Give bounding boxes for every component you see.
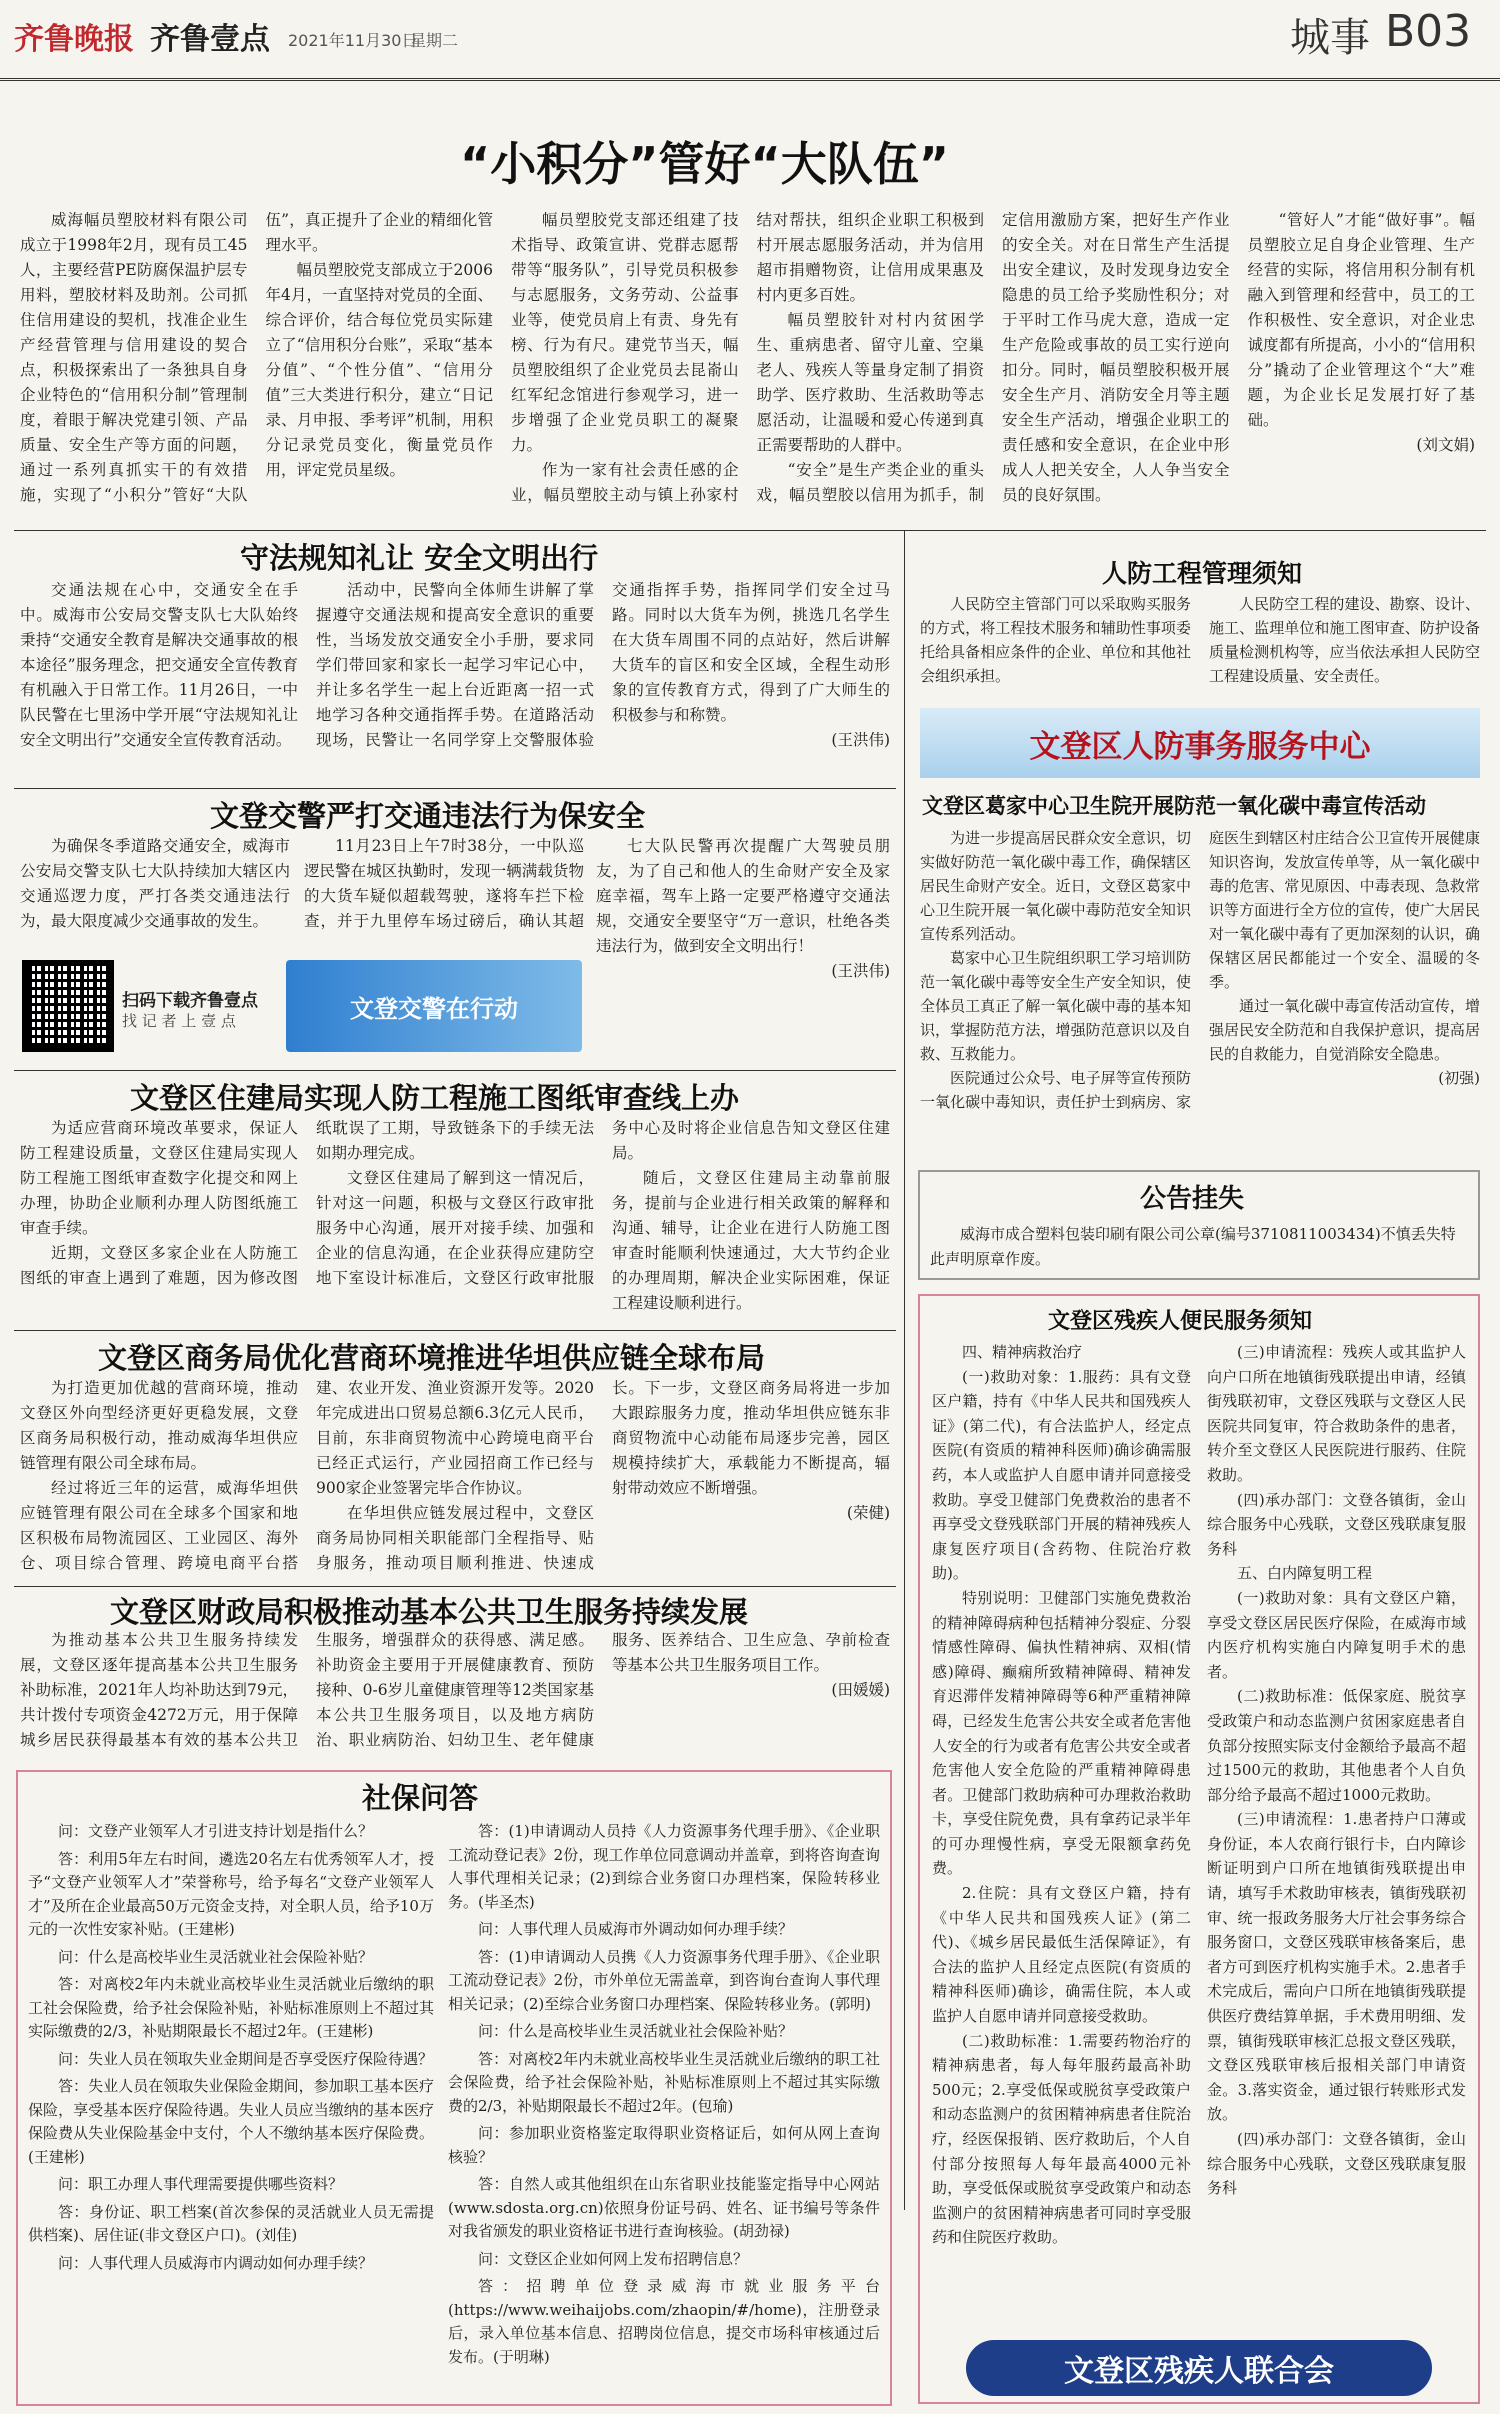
a8-p3: 医院通过公众号、电子屏等宣传预防一氧化碳中毒知识，责任护士到病房、家庭医生到辖区村庄结合公卫宣传开展健康知识咨询，发放宣传单等，从一氧化碳中毒的危害、常见原因、中毒表现、急救常识等方面进行全方位的宣传，使广大居民对一氧化碳中毒有了更加深刻的认识，确保辖区居民都能过一个安全、温暖的冬季。 <box>920 829 1480 1111</box>
disab-p: 五、白内障复明工程 <box>1237 1564 1373 1583</box>
article-1-title: “小积分”管好“大队伍” <box>460 137 949 191</box>
qa-title: 社保问答 <box>362 1781 479 1815</box>
disab-p: (四)承办部门：文登各镇街，金山综合服务中心残联，文登区残联康复服务科 <box>1207 2130 1466 2198</box>
qa-item: 问：参加职业资格鉴定取得职业资格证后，如何从网上查询核验？ <box>448 2124 880 2166</box>
issue-weekday: 星期二 <box>410 31 459 50</box>
a5-p2: 经过将近三年的运营，威海华坦供应链管理有限公司在全球多个国家和地区积极布局物流园区、工业园区、海外仓、项目综合管理、跨境电商平台搭建、农业开发、渔业资源开发等。2020年完成进出口贸易总额6.3亿元人民币，目前，东非商贸物流中心跨境电商平台已经正式运行，产业园招商工作已经与900家企业签署完毕合作协议。 <box>20 1379 594 1572</box>
qa-item: 答：利用5年左右时间，遴选20名左右优秀领军人才，授予“文登产业领军人才”荣誉称号，给予每名“文登产业领军人才”及所在企业最高50万元资金支持，对全职人员，给予10万元的一次性安家补贴。(王建彬) <box>28 1849 434 1938</box>
a5-p1: 为打造更加优越的营商环境，推动文登区外向型经济更好更稳发展，文登区商务局积极行动，推动威海华坦供应链管理有限公司全球布局。 <box>20 1379 298 1472</box>
divider <box>14 1070 896 1071</box>
article-2-title: 守法规知礼让 安全文明出行 <box>240 541 599 575</box>
section-name: 城事 <box>1290 15 1370 61</box>
a1-p5: 幅员塑胶针对村内贫困学生、重病患者、留守儿童、空巢老人、残疾人等量身定制了捐资助学、医疗救助、生活救助等志愿活动，让温暖和爱心传递到真正需要帮助的人群中。 <box>756 311 984 454</box>
qa-item: 答：(1)申请调动人员持《人力资源事务代理手册》、《企业职工流动登记表》2份，现工作单位同意调动并盖章，到将咨询查询人事代理相关记录；(2)到综合业务窗口办理档案，保险转移业务。(毕圣杰) <box>448 1822 880 1911</box>
disab-p: (一)救助对象：1.服药：具有文登区户籍，持有《中华人民共和国残疾人证》(第二代)，有合法监护人，经定点医院(有资质的精神科医师)确诊确需服药，本人或监护人自愿申请并同意接受救助。享受卫健部门免费救治的患者不再享受文登残联部门开展的精神残疾人康复医疗项目(含药物、住院治疗救助)。 <box>932 1367 1191 1583</box>
a8-p4: 通过一氧化碳中毒宣传活动宣传，增强居民安全防范和自我保护意识，提高居民的自救能力，自觉消除安全隐患。 <box>1209 997 1480 1063</box>
masthead <box>0 0 1500 81</box>
qa-item: 答：自然人或其他组织在山东省职业技能鉴定指导中心网站(www.sdosta.org.cn)依照身份证号码、姓名、证书编号等条件对我省颁发的职业资格证书进行查询核验。(胡劲禄) <box>448 2175 880 2240</box>
a7-p1: 人民防空主管部门可以采取购买服务的方式，将工程技术服务和辅助性事项委托给具备相应条件的企业、单位和其他社会组织承担。 <box>920 595 1191 685</box>
a5-author: (荣健) <box>846 1504 890 1522</box>
a1-p1: 威海幅员塑胶材料有限公司成立于1998年2月，现有员工45人，主要经营PE防腐保温护层专用料，塑胶材料及助剂。公司抓住信用建设的契机，找准企业生产经营管理与信用建设的契合点，积极探索出了一条独具自身企业特色的“信用积分制”管理制度，着眼于解决党建引领、产品质量、安全生产等方面的问题，通过一系列真抓实干的有效措施，实现了“小积分”管好“大队伍”，真正提升了企业的精细化管理水平。 <box>20 211 493 504</box>
article-7-title: 人防工程管理须知 <box>1102 559 1303 588</box>
a8-author: (初强) <box>1438 1069 1480 1087</box>
disab-p: (四)承办部门：文登各镇街，金山综合服务中心残联，文登区残联康复服务科 <box>1207 1490 1466 1558</box>
qa-item: 问：人事代理人员威海市外调动如何办理手续？ <box>478 1920 794 1938</box>
a3-p2: 11月23日上午7时38分，一中队巡逻民警在城区执勤时，发现一辆满载货物的大货车疑似超载驾驶，遂将车拦下检查，并于九里停车场过磅后，确认其超 <box>304 837 584 930</box>
a1-p7: “管好人”才能“做好事”。幅员塑胶立足自身企业管理、生产经营的实际，将信用积分制有机融入到管理和经营中，员工的工作积极性、安全意识，对企业忠诚度都有所提高，小小的“信用积分”撬动了企业管理这个“大”难题，为企业长足发展打好了基础。 <box>1247 211 1475 429</box>
disability-federation-banner: 文登区残疾人联合会 <box>966 2340 1432 2396</box>
a4-p1: 为适应营商环境改革要求，保证人防工程建设质量，文登区住建局实现人防工程施工图纸审查数字化提交和网上办理，协助企业顺利办理人防图纸施工审查手续。 <box>20 1119 298 1237</box>
a3-p3: 七大队民警再次提醒广大驾驶员朋友，为了自己和他人的生命财产安全及家庭幸福，驾车上路一定要严格遵守交通法规，交通安全要坚守“万一意识，杜绝各类违法行为，做到安全文明出行！ <box>596 837 890 955</box>
traffic-police-banner: 文登交警在行动 <box>286 960 582 1052</box>
article-3-body-a <box>20 834 290 946</box>
article-4-title: 文登区住建局实现人防工程施工图纸审查线上办 <box>130 1081 740 1115</box>
a4-p2: 近期，文登区多家企业在人防施工图纸的审查上遇到了难题，因为修改图纸耽误了工期，导致链条下的手续无法如期办理完成。 <box>20 1119 594 1287</box>
logo-qilu-yidian: 齐鲁壹点 <box>150 22 270 57</box>
qa-item: 答：(1)申请调动人员携《人力资源事务代理手册》、《企业职工流动登记表》2份，市外单位无需盖章，到咨询台查询人事代理相关记录；(2)至综合业务窗口办理档案、保险转移业务。(郭明) <box>448 1947 880 2013</box>
article-1-body <box>20 208 1475 526</box>
a6-p1: 为推动基本公共卫生服务持续发展，文登区逐年提高基本公共卫生服务补助标准，2021年人均补助达到79元，共计拨付专项资金4272万元，用于保障城乡居民获得最基本有效的基本公共卫生服务，增强群众的获得感、满足感。补助资金主要用于开展健康教育、预防接种、0-6岁儿童健康管理等12类国家基本公共卫生服务项目，以及地方病防治、职业病防治、妇幼卫生、老年健康服务、医养结合、卫生应急、孕前检查等基本公共卫生服务项目工作。 <box>20 1631 890 1749</box>
a8-p1: 为进一步提高居民群众安全意识，切实做好防范一氧化碳中毒工作，确保辖区居民生命财产安全。近日，文登区葛家中心卫生院开展一氧化碳中毒防范安全知识宣传系列活动。 <box>920 829 1191 943</box>
a6-author: (田媛媛) <box>831 1681 890 1699</box>
qa-item: 问：文登区企业如何网上发布招聘信息？ <box>478 2249 749 2268</box>
a1-p3: 幅员塑胶党支部还组建了技术指导、政策宣讲、党群志愿帮带等“服务队”，引导党员积极参与志愿服务，文务劳动、公益事业等，使党员肩上有责、身先有榜、行为有尺。建党节当天，幅员塑胶组织了企业党员去昆嵛山红军纪念馆进行参观学习，进一步增强了企业党员职工的凝聚力。 <box>511 211 739 454</box>
disab-p: 特别说明：卫健部门实施免费救治的精神障碍病种包括精神分裂症、分裂情感性障碍、偏执性精神病、双相(情感)障碍、癫痫所致精神障碍、精神发育迟滞伴发精神障碍等6种严重精神障碍，已经发生危害公共安全或者危害他人安全的行为或者有危害公共安全或者危害他人安全危险的严重精神障碍患者。卫健部门救助病种可办理救治救助卡，享受住院免费，具有拿药记录半年的可办理慢性病，享受无限额拿药免费。 <box>932 1588 1191 1878</box>
article-3-title: 文登交警严打交通违法行为保安全 <box>210 799 646 833</box>
qr-sub: 找 记 者 上 壹 点 <box>122 1012 236 1030</box>
qa-item: 答：对离校2年内未就业高校毕业生灵活就业后缴纳的职工社会保险费，给予社会保险补贴，补贴标准原则上不超过其实际缴费的2/3，补贴期限最长不超过2年。(包瑜) <box>448 2049 880 2115</box>
qa-item: 答：身份证、职工档案(首次参保的灵活就业人员无需提供档案)、居住证(非文登区户口)。(刘佳) <box>28 2202 434 2244</box>
page-number: B03 <box>1385 6 1472 57</box>
civil-defense-banner: 文登区人防事务服务中心 <box>920 708 1480 778</box>
notice-title: 公告挂失 <box>1140 1184 1245 1214</box>
qa-item: 问：什么是高校毕业生灵活就业社会保险补贴？ <box>478 2022 794 2040</box>
a4-p4: 随后，文登区住建局主动靠前服务，提前与企业进行相关政策的解释和沟通、辅导，让企业在进行人防施工图审查时能顺利快速通过，大大节约企业的办理周期，解决企业实际困难，保证工程建设顺利进行。 <box>612 1169 890 1312</box>
a1-p2: 幅员塑胶党支部成立于2006年4月，一直坚持对党员的全面、综合评价，结合每位党员实际建立了“信用积分台账”，采取“基本分值”、“个性分值”、“信用分值”三大类进行积分，建立“日记录、月申报、季考评”机制，用积分记录党员变化，衡量党员作用，评定党员星级。 <box>265 261 493 479</box>
a7-p2: 人民防空工程的建设、勘察、设计、施工、监理单位和施工图审查、防护设备质量检测机构等，应当依法承担人民防空工程建设质量、安全责任。 <box>1209 595 1480 685</box>
qa-item: 问：什么是高校毕业生灵活就业社会保险补贴？ <box>58 1947 374 1966</box>
article-3-body-b <box>304 834 584 946</box>
notice-text: 威海市成合塑料包装印刷有限公司公章(编号3710811003434)不慎丢失特此声明原章作废。 <box>930 1225 1456 1268</box>
article-8-body <box>920 826 1480 1156</box>
a1-p4: 作为一家有社会责任感的企业，幅员塑胶主动与镇上孙家村结对帮扶，组织企业职工积极到村开展志愿服务活动，并为信用超市捐赠物资，让信用成果惠及村内更多百姓。 <box>511 211 984 504</box>
qr-code <box>22 960 114 1052</box>
disab-p: (二)救助标准：1.需要药物治疗的精神病患者，每人每年服药最高补助500元；2.享受低保或脱贫享受政策户和动态监测户的贫困精神病患者住院治疗，经医保报销、医疗救助后，个人自付部分按照每人每年最高4000元补助，享受低保或脱贫享受政策户和动态监测户的贫困精神病患者可同时享受服药和住院医疗救助。 <box>932 2031 1191 2247</box>
qa-item: 答：对离校2年内未就业高校毕业生灵活就业后缴纳的职工社会保险费，给予社会保险补贴，补贴标准原则上不超过其实际缴费的2/3，补贴期限最长不超过2年。(王建彬) <box>28 1975 434 2040</box>
article-7-body <box>920 592 1480 702</box>
disab-p: (一)救助对象：具有文登区户籍，享受文登区居民医疗保险，在威海市域内医疗机构实施白内障复明手术的患者。 <box>1207 1588 1466 1681</box>
article-5-title: 文登区商务局优化营商环境推进华坦供应链全球布局 <box>98 1341 766 1375</box>
article-4-body <box>20 1116 890 1326</box>
disab-p: 2.住院：具有文登区户籍，持有《中华人民共和国残疾人证》(第二代)、《城乡居民最低生活保障证》，有合法的监护人且经定点医院(有资质的精神科医师)确诊，确需住院，本人或监护人自愿申请并同意接受救助。 <box>932 1884 1191 2026</box>
divider <box>14 530 1486 531</box>
qa-item: 答：失业人员在领取失业保险金期间，参加职工基本医疗保险，享受基本医疗保险待遇。失业人员应当缴纳的基本医疗保险费从失业保险基金中支付，个人不缴纳基本医疗保险费。(王建彬) <box>28 2077 434 2166</box>
article-2-body <box>20 578 890 784</box>
article-6-title: 文登区财政局积极推动基本公共卫生服务持续发展 <box>110 1595 749 1629</box>
article-6-body <box>20 1628 890 1764</box>
issue-date: 2021年11月30日 <box>288 31 418 50</box>
disab-p: 四、精神病救治疗 <box>962 1343 1083 1361</box>
disab-p: (三)申请流程：残疾人或其监护人向户口所在地镇街残联提出申请，经镇街残联初审，文登区残联与文登区人民医院共同复审，符合救助条件的患者，转介至文登区人民医院进行服药、住院救助。 <box>1207 1343 1466 1484</box>
qa-col-1 <box>28 1820 434 2400</box>
qa-item: 问：失业人员在领取失业金期间是否享受医疗保险待遇？ <box>58 2049 434 2068</box>
a3-p1: 为确保冬季道路交通安全，威海市公安局交警支队七大队持续加大辖区内交通巡逻力度，严打各类交通违法行为，最大限度减少交通事故的发生。 <box>20 837 290 930</box>
qa-item: 问：人事代理人员威海市内调动如何办理手续？ <box>58 2253 374 2272</box>
article-8-title: 文登区葛家中心卫生院开展防范一氧化碳中毒宣传活动 <box>922 794 1426 818</box>
a2-p2: 活动中，民警向全体师生讲解了掌握遵守交通法规和提高安全意识的重要性，当场发放交通安全小手册，要求同学们带回家和家长一起学习牢记心中，并让多名学生一起上台近距离一招一式地学习各种交通指挥手势。在道路活动现场，民警让一名同学穿上交警服体验交通指挥手势，指挥同学们安全过马路。同时以大货车为例，挑选几名学生在大货车周围不同的点站好，然后讲解大货车的盲区和安全区域，全程生动形象的宣传教育方式，得到了广大师生的积极参与和称赞。 <box>316 581 890 749</box>
column-divider <box>904 530 905 2210</box>
article-5-body <box>20 1376 890 1582</box>
disability-body <box>932 1340 1466 2330</box>
disab-p: (二)救助标准：低保家庭、脱贫享受政策户和动态监测户贫困家庭患者自负部分按照实际支付金额给予最高不超过1500元的救助，其他患者个人自负部分给予最高不超过1000元救助。 <box>1207 1687 1466 1804</box>
a3-author: (王洪伟) <box>831 962 890 980</box>
qa-col-2 <box>448 1820 880 2400</box>
qr-label: 扫码下载齐鲁壹点 <box>122 991 258 1011</box>
a2-author: (王洪伟) <box>831 731 890 749</box>
a4-p3: 文登区住建局了解到这一情况后，针对这一问题，积极与文登区行政审批服务中心沟通，展开对接手续、加强和企业的信息沟通，在企业获得应建防空地下室设计标准后，文登区行政审批服务中心及时将企业信息告知文登区住建局。 <box>316 1119 890 1287</box>
a1-p6: “安全”是生产类企业的重头戏，幅员塑胶以信用为抓手，制定信用激励方案，把好生产作业的安全关。对在日常生产生活提出安全建议，及时发现身边安全隐患的员工给予奖励性积分；对于平时工作马虎大意，造成一定生产危险或事故的员工实行逆向扣分。同时，幅员塑胶积极开展安全生产月、消防安全月等主题安全生产活动，增强企业职工的责任感和安全意识，在企业中形成人人把关安全，人人争当安全员的良好氛围。 <box>756 211 1230 504</box>
a8-p2: 葛家中心卫生院组织职工学习培训防范一氧化碳中毒等安全生产安全知识，使全体员工真正了解一氧化碳中毒的基本知识，掌握防范方法，增强防范意识以及自救、互救能力。 <box>920 949 1191 1063</box>
a2-p1: 交通法规在心中，交通安全在手中。威海市公安局交警支队七大队始终秉持“交通安全教育是解决交通事故的根本途径”服务理念，把交通安全宣传教育有机融入于日常工作。11月26日，一中队民警在七里汤中学开展“守法规知礼让 安全文明出行”交通安全宣传教育活动。 <box>20 581 298 749</box>
a1-author: (刘文娟) <box>1416 436 1475 454</box>
divider <box>14 1586 896 1587</box>
logo-qilu-evening: 齐鲁晚报 <box>14 22 134 57</box>
qa-item: 答：招聘单位登录威海市就业服务平台(https://www.weihaijobs.com/zhaopin/#/home)，注册登录后，录入单位基本信息、招聘岗位信息，提交市场科审核通过后发布。(于明琳) <box>448 2277 880 2366</box>
qa-item: 问：文登产业领军人才引进支持计划是指什么？ <box>58 1822 374 1840</box>
a5-p3: 在华坦供应链发展过程中，文登区商务局协同相关职能部门全程指导、贴身服务，推动项目顺利推进、快速成长。下一步，文登区商务局将进一步加大跟踪服务力度，推动华坦供应链东非商贸物流中心动能布局逐步完善，园区规模持续扩大，承载能力不断提高，辐射带动效应不断增强。 <box>316 1379 890 1572</box>
divider <box>14 1330 896 1331</box>
disability-title: 文登区残疾人便民服务须知 <box>1048 1309 1313 1334</box>
divider <box>14 788 896 789</box>
disab-p: (三)申请流程：1.患者持户口薄或身份证，本人农商行银行卡，白内障诊断证明到户口所在地镇街残联提出申请，填写手术救助审核表，镇街残联初审、统一报政务服务大厅社会事务综合服务窗口，文登区残联审核备案后，患者方可到医疗机构实施手术。2.患者手术完成后，需向户口所在地镇街残联提供医疗费结算单据，手术费用明细、发票，镇街残联审核汇总报文登区残联，文登区残联审核后报相关部门申请资金。3.落实资金，通过银行转账形式发放。 <box>1207 1810 1466 2124</box>
qa-item: 问：职工办理人事代理需要提供哪些资料？ <box>58 2175 344 2193</box>
article-3-body-c <box>596 834 890 1064</box>
